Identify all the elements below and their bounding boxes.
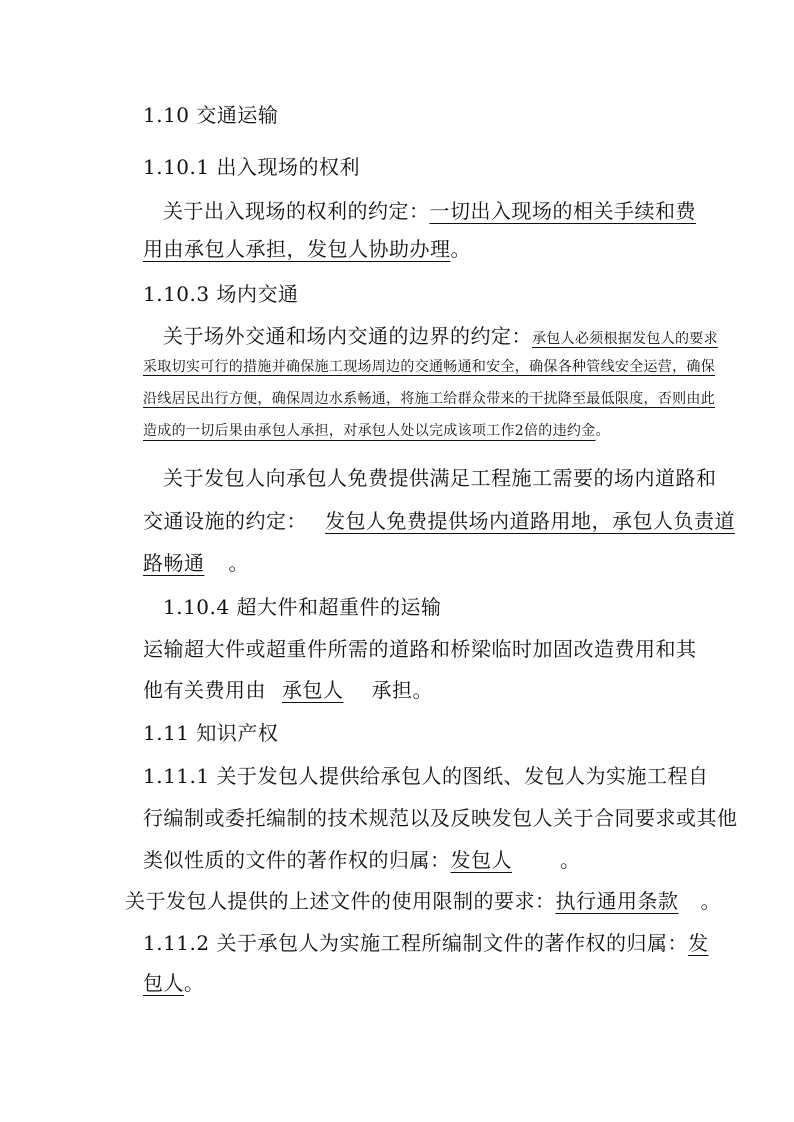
entry-usage-limits <box>125 888 721 914</box>
heading-1-11: 1.11 知识产权 <box>143 721 279 745</box>
entry-label: 交通设施的约定： <box>143 509 307 533</box>
entry-end: 。 <box>700 889 721 913</box>
entry-end: 承担。 <box>371 678 433 702</box>
entry-end: 。 <box>228 551 249 575</box>
entry-access-rights-line1 <box>163 198 696 224</box>
heading-1-10-1: 1.10.1 出入现场的权利 <box>143 155 360 179</box>
entry-value: 承包人 <box>282 678 344 702</box>
heading-1-10: 1.10 交通运输 <box>143 103 279 127</box>
entry-traffic-boundary-line3: 沿线居民出行方便，确保周边水系畅通，将施工给群众带来的干扰降至最低限度，否则由此 <box>143 391 715 407</box>
entry-traffic-boundary-line1 <box>163 323 718 349</box>
entry-value: 承包人必须根据发包人的要求 <box>532 331 718 347</box>
entry-end: 。 <box>560 848 581 872</box>
entry-access-rights-line2 <box>143 236 471 262</box>
entry-label: 类似性质的文件的著作权的归属： <box>143 848 451 872</box>
entry-contractor-copyright-line1 <box>143 930 708 956</box>
entry-label: 他有关费用由 <box>143 678 266 702</box>
entry-end: 。 <box>184 971 205 995</box>
entry-label: 关于发包人提供的上述文件的使用限制的要求： <box>125 889 556 913</box>
entry-copyright-line1: 1.11.1 关于发包人提供给承包人的图纸、发包人为实施工程自 <box>143 764 709 788</box>
entry-site-roads-line2 <box>143 508 735 534</box>
entry-copyright-line3 <box>143 847 581 873</box>
entry-site-roads-line3 <box>143 550 249 576</box>
entry-value: 造成的一切后果由承包人承担，对承包人处以完成该项工作2倍的违约金 <box>143 423 596 439</box>
entry-value: 发 <box>687 931 709 955</box>
entry-value: 一切出入现场的相关手续和费 <box>429 199 696 223</box>
entry-label: 1.11.2 关于承包人为实施工程所编制文件的著作权的归属： <box>143 931 688 955</box>
entry-label: 关于场外交通和场内交通的边界的约定： <box>163 324 532 348</box>
entry-oversize-line1: 运输超大件或超重件所需的道路和桥梁临时加固改造费用和其 <box>143 637 697 661</box>
entry-value: 用由承包人承担，发包人协助办理 <box>143 237 451 261</box>
entry-contractor-copyright-line2 <box>143 970 205 996</box>
entry-oversize-line2 <box>143 677 433 703</box>
entry-value: 路畅通 <box>143 551 205 575</box>
entry-value: 发包人免费提供场内道路用地，承包人负责道 <box>325 509 735 533</box>
entry-copyright-line2: 行编制或委托编制的技术规范以及反映发包人关于合同要求或其他 <box>143 806 738 830</box>
entry-traffic-boundary-line2: 采取切实可行的措施并确保施工现场周边的交通畅通和安全，确保各种管线安全运营，确保 <box>143 359 715 375</box>
entry-value: 包人 <box>143 971 184 995</box>
entry-value: 执行通用条款 <box>555 889 679 913</box>
entry-end: 。 <box>450 237 471 261</box>
heading-1-10-3: 1.10.3 场内交通 <box>143 282 299 306</box>
entry-end: 。 <box>595 423 610 439</box>
heading-1-10-4: 1.10.4 超大件和超重件的运输 <box>163 595 442 619</box>
entry-value: 发包人 <box>450 848 512 872</box>
entry-site-roads-line1: 关于发包人向承包人免费提供满足工程施工需要的场内道路和 <box>163 466 717 490</box>
entry-traffic-boundary-line4 <box>143 421 610 441</box>
entry-label: 关于出入现场的权利的约定： <box>163 199 430 223</box>
